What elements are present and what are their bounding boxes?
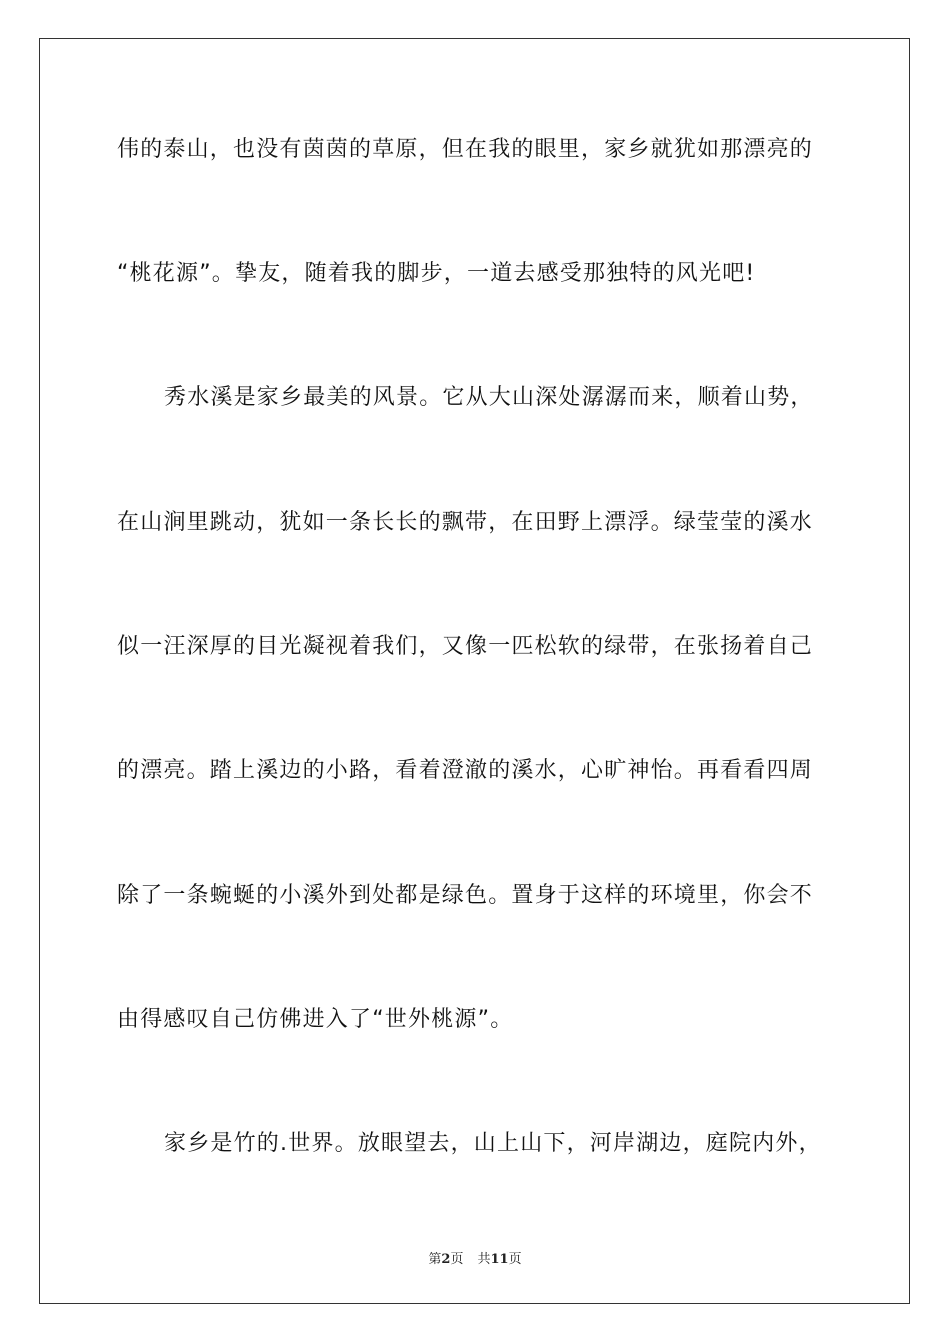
page-prefix: 第 bbox=[428, 1252, 442, 1267]
paragraph-start-line: 秀水溪是家乡最美的风景。它从大山深处潺潺而来，顺着山势， bbox=[164, 385, 814, 410]
total-suffix: 页 bbox=[508, 1252, 522, 1267]
text-line: 的漂亮。踏上溪边的小路，看着澄澈的溪水，心旷神怡。再看看四周 bbox=[117, 758, 814, 783]
page-footer bbox=[0, 1248, 950, 1267]
total-pages: 11 bbox=[490, 1252, 509, 1267]
page-suffix: 页 bbox=[450, 1252, 464, 1267]
total-prefix: 共 bbox=[477, 1252, 491, 1267]
text-line: 由得感叹自己仿佛进入了“世外桃源”。 bbox=[117, 1007, 514, 1032]
text-line: 伟的泰山，也没有茵茵的草原，但在我的眼里，家乡就犹如那漂亮的 bbox=[117, 137, 814, 162]
text-line: 在山涧里跳动，犹如一条长长的飘带，在田野上漂浮。绿莹莹的溪水 bbox=[117, 510, 814, 535]
page-number: 2 bbox=[441, 1252, 451, 1267]
text-line: “桃花源”。挚友，随着我的脚步，一道去感受那独特的风光吧! bbox=[117, 261, 756, 286]
text-line: 似一汪深厚的目光凝视着我们，又像一匹松软的绿带，在张扬着自己 bbox=[117, 634, 814, 659]
text-line: 除了一条蜿蜒的小溪外到处都是绿色。置身于这样的环境里，你会不 bbox=[117, 883, 814, 908]
paragraph-start-line: 家乡是竹的.世界。放眼望去，山上山下，河岸湖边，庭院内外， bbox=[164, 1131, 822, 1156]
page-frame bbox=[39, 38, 910, 1304]
